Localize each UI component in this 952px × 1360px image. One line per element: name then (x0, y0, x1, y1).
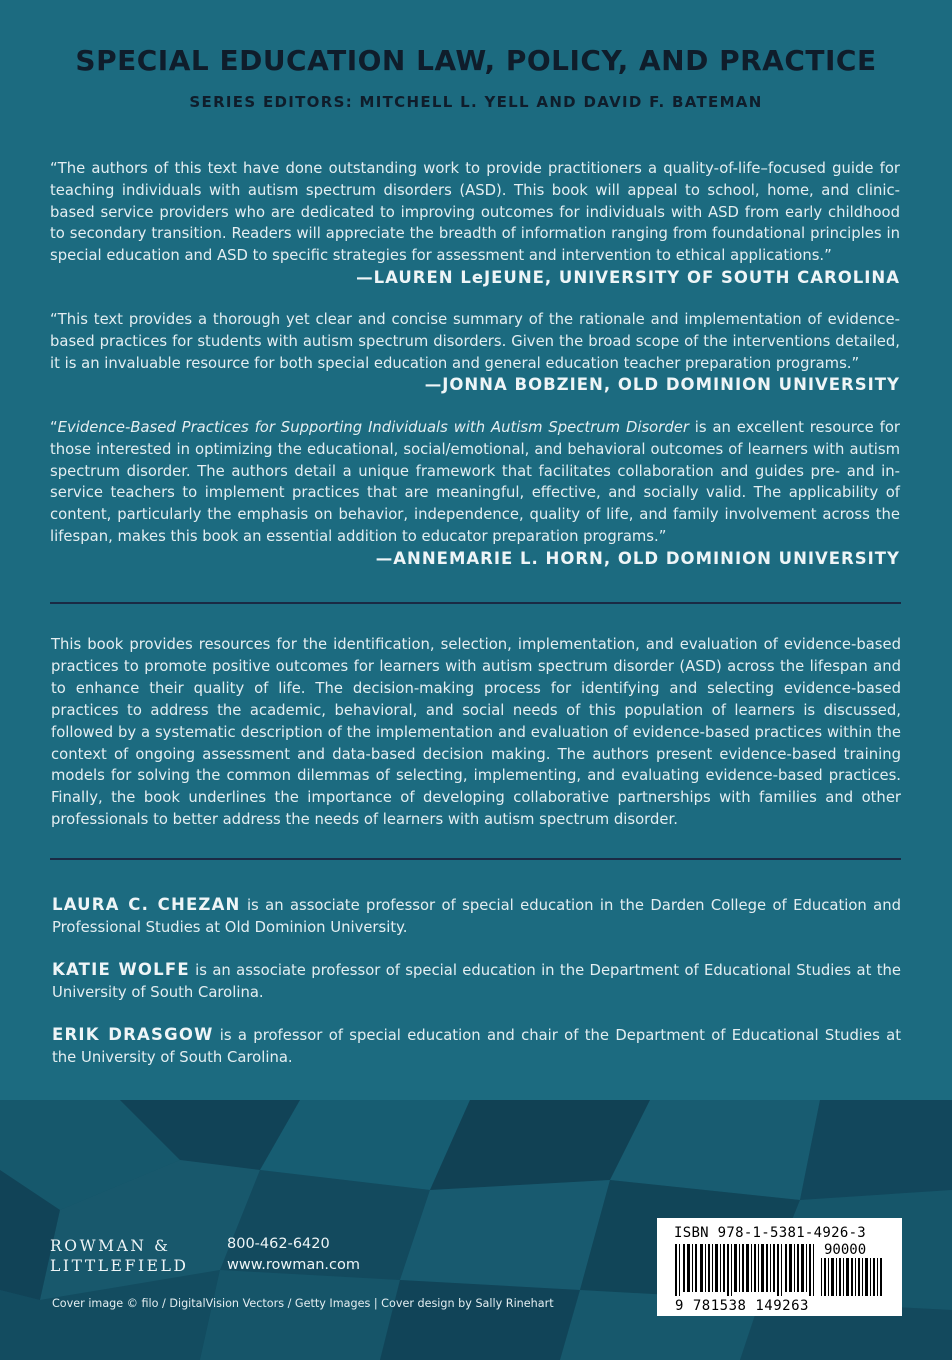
quote-text: “This text provides a thorough yet clear and concise summary of the rationale and implementation of evidence-based practices for students with autism spectrum disorders. Given the broad scope of the interventions detailed, it is an invaluable resource for both special education and general education teacher preparation programs.” (50, 311, 900, 372)
cover-credits: Cover image © filo / DigitalVision Vectors / Getty Images | Cover design by Sally Rinehart (52, 1297, 554, 1310)
quote-text: “The authors of this text have done outstanding work to provide practitioners a quality-of-life–focused guide for teaching individuals with autism spectrum disorders (ASD). This book will appeal to school, home, and clinic-based service providers who are dedicated to improving outcomes for individuals with ASD from early childhood to secondary transition. Readers will appreciate the breadth of information ranging from foundational principles in special education and ASD to specific strategies for assessment and intervention to ethical applications.” (50, 160, 900, 265)
isbn-number: ISBN 978-1-5381-4926-3 (674, 1225, 867, 1241)
quote-attribution: —JONNA BOBZIEN, OLD DOMINION UNIVERSITY (424, 375, 900, 395)
publisher-line1: ROWMAN & (50, 1237, 171, 1255)
author-bio-text: is a professor of special education and chair of the Department of Educational Studies at the University of South Carolina. (52, 1027, 901, 1066)
series-title: SPECIAL EDUCATION LAW, POLICY, AND PRACTICE (75, 44, 877, 77)
endorsement-quote (50, 309, 900, 396)
section-divider (50, 858, 901, 860)
author-bio (52, 894, 901, 939)
author-name: KATIE WOLFE (52, 960, 190, 979)
quote-text-rest: is an excellent resource for those interested in optimizing the educational, social/emotional, and behavioral outcomes of learners with autism spectrum disorder. The authors detail a unique framework that facilitates collaboration and guides pre- and in-service teachers to implement practices that are meaningful, effective, and socially valid. The applicability of content, particularly the emphasis on behavior, independence, quality of life, and family involvement across the lifespan, makes this book an essential addition to educator preparation programs.” (50, 419, 900, 545)
quote-attribution: —ANNEMARIE L. HORN, OLD DOMINION UNIVERSITY (375, 548, 900, 568)
quote-open-mark: “ (50, 419, 58, 436)
endorsement-quote (50, 158, 900, 289)
author-bio-text: is an associate professor of special education in the Department of Educational Studies at the University of South Carolina. (52, 962, 902, 1001)
series-editors: SERIES EDITORS: MITCHELL L. YELL AND DAVID F. BATEMAN (189, 93, 763, 111)
quote-text (50, 417, 900, 548)
author-bio (52, 1024, 901, 1069)
book-description: This book provides resources for the identification, selection, implementation, and evaluation of evidence-based practices to promote positive outcomes for learners with autism spectrum disorder (ASD) across the lifespan and to enhance their quality of life. The decision-making process for identifying and selecting evidence-based practices to address the academic, behavioral, and social needs of this population of learners is discussed, followed by a systematic description of the implementation and evaluation of evidence-based practices within the context of ongoing assessment and data-based decision making. The authors present evidence-based training models for solving the common dilemmas of selecting, implementing, and evaluating evidence-based practices. Finally, the book underlines the importance of developing collaborative partnerships with families and other professionals to better address the needs of learners with autism spectrum disorder. (51, 636, 901, 829)
publisher-phone: 800-462-6420 (227, 1236, 330, 1252)
book-title-italic: Evidence-Based Practices for Supporting Individuals with Autism Spectrum Disorder (57, 419, 689, 436)
price-code: 90000 (824, 1242, 867, 1258)
author-bio-text: is an associate professor of special education in the Darden College of Education and Professional Studies at Old Dominion University. (52, 897, 901, 936)
barcode-digits: 9 781538 149263 (675, 1298, 809, 1314)
endorsement-quote (50, 417, 900, 570)
author-name: LAURA C. CHEZAN (52, 895, 241, 914)
isbn-barcode (657, 1218, 902, 1316)
publisher-contact (227, 1234, 360, 1276)
publisher-website: www.rowman.com (227, 1257, 361, 1273)
author-name: ERIK DRASGOW (52, 1025, 214, 1044)
quote-attribution: —LAUREN LeJEUNE, UNIVERSITY OF SOUTH CAROLINA (356, 267, 900, 287)
author-bio (52, 959, 901, 1004)
section-divider (50, 602, 901, 604)
publisher-logo (50, 1236, 189, 1276)
publisher-line2: LITTLEFIELD (50, 1257, 189, 1275)
